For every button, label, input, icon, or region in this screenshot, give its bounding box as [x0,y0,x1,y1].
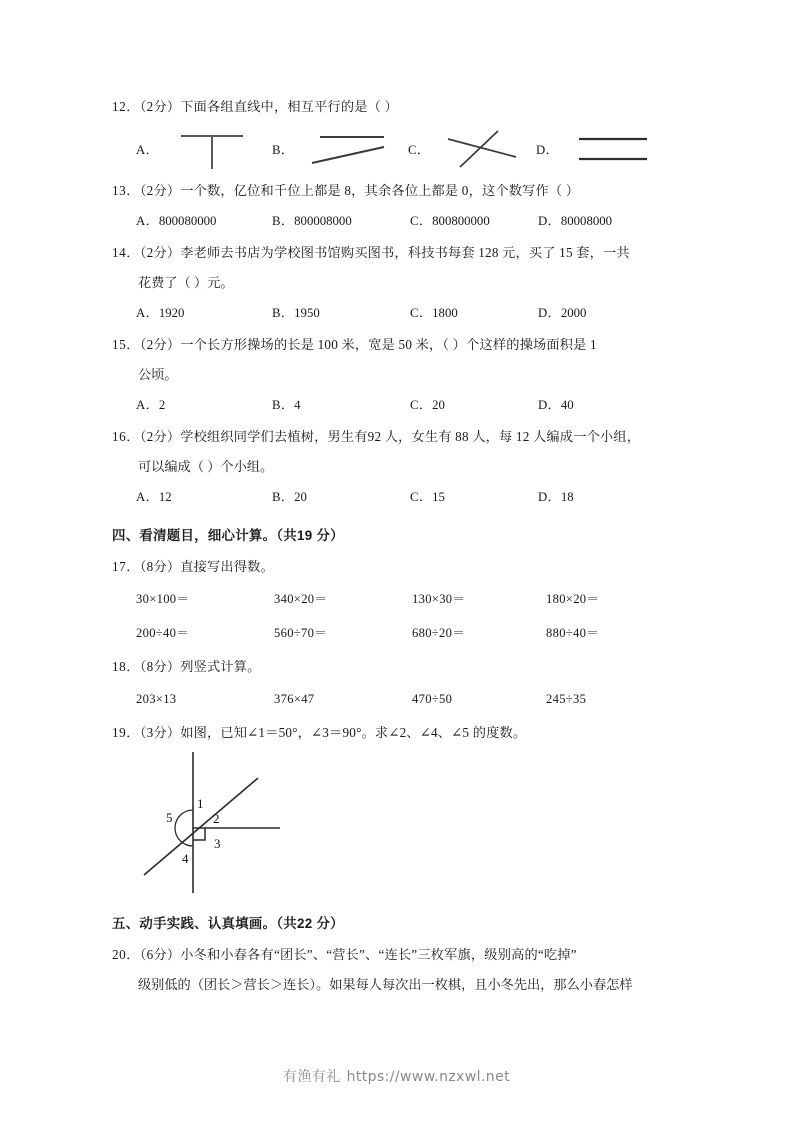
option-text-c: 1800 [432,306,458,320]
question-16-options [112,482,684,512]
calc-expression: 30×100＝ [136,592,190,606]
question-16-stem [112,422,684,452]
page-content [112,92,684,1002]
question-18-stem [112,652,684,682]
option-text-a: 800080000 [158,214,217,228]
option-text-a: 12 [158,490,172,504]
question-15-option-c[interactable] [410,390,445,420]
question-19 [112,718,684,900]
question-15-option-a[interactable] [136,390,165,420]
option-label-d: D． [536,142,559,157]
option-label-b: B． [272,142,295,157]
question-15-option-b[interactable] [272,390,301,420]
section-4-heading: 四、看清题目，细心计算。（共19 分） [112,528,344,543]
calc-expression: 560÷70＝ [274,626,328,640]
question-13-option-b[interactable] [272,206,352,236]
option-label-b: B． [272,214,295,228]
option-text-c: 20 [432,398,445,412]
question-14-option-b[interactable] [272,298,320,328]
question-15-option-d[interactable] [538,390,574,420]
option-label-a: A． [136,490,159,504]
question-14-score: （2分） [139,245,181,260]
question-20-score: （6分） [139,947,181,962]
angle-label-4: 4 [182,851,189,866]
option-label-d: D． [538,306,561,320]
question-13-option-c[interactable] [410,206,490,236]
angle-label-5: 5 [166,810,173,825]
question-16-score: （2分） [139,429,181,444]
angle-label-1: 1 [197,796,204,811]
option-label-d: D． [538,490,561,504]
question-13-option-a[interactable] [136,206,216,236]
option-label-b: B． [272,398,295,412]
option-label-d: D． [538,214,561,228]
question-14-number: 14． [112,245,140,260]
question-16-text: 学校组织同学们去植树，男生有92 人，女生有 88 人，每 12 人编成一个小组， [180,429,641,444]
question-16-option-a[interactable] [136,482,172,512]
angle-label-3: 3 [214,836,221,851]
intersecting-lines-figure [438,125,528,171]
question-12-option-c[interactable] [408,122,528,174]
question-17-text: 直接写出得数。 [180,559,274,574]
question-19-figure-area [112,750,684,900]
question-16-option-c[interactable] [410,482,445,512]
question-12-score: （2分） [139,99,181,114]
angles-diagram [138,750,338,898]
question-12-option-b[interactable] [272,122,392,174]
option-label-a: A． [136,398,159,412]
option-text-d: 80008000 [560,214,613,228]
question-19-text: 如图，已知∠1＝50°，∠3＝90°。求∠2、∠4、∠5 的度数。 [180,725,527,740]
question-18-score: （8分） [139,659,181,674]
calc-expression: 880÷40＝ [546,626,600,640]
question-14-options [112,298,684,328]
question-17-score: （8分） [139,559,181,574]
option-label-d: D． [538,398,561,412]
question-13 [112,176,684,236]
question-19-number: 19． [112,725,140,740]
question-15-stem-cont: 公顷。 [138,367,178,382]
question-16-stem-cont: 可以编成（ ）个小组。 [138,459,274,474]
option-text-a: 1920 [158,306,185,320]
option-text-b: 800008000 [294,214,352,228]
option-label-c: C． [410,306,433,320]
calc-expression: 470÷50 [412,692,453,706]
calc-expression: 376×47 [274,692,315,706]
question-13-score: （2分） [139,183,181,198]
question-17-row-2 [112,616,684,650]
calc-expression: 180×20＝ [546,592,600,606]
question-17-stem [112,552,684,582]
question-12 [112,92,684,174]
question-18-row-1 [112,682,684,716]
question-12-option-d[interactable] [536,122,657,174]
question-14-stem-cont: 花费了（ ）元。 [138,275,234,290]
question-12-number: 12． [112,99,140,114]
question-15-score: （2分） [139,337,181,352]
option-text-b: 20 [294,490,307,504]
question-13-number: 13． [112,183,140,198]
option-label-b: B． [272,490,295,504]
option-text-c: 15 [432,490,445,504]
question-18 [112,652,684,716]
question-16 [112,422,684,512]
question-13-option-d[interactable] [538,206,612,236]
question-14-stem [112,238,684,268]
question-19-stem [112,718,684,748]
question-20 [112,940,684,1000]
question-15 [112,330,684,420]
question-17 [112,552,684,650]
question-14 [112,238,684,328]
option-label-a: A． [136,142,159,157]
calc-expression: 245÷35 [546,692,587,706]
question-13-options [112,206,684,236]
option-label-c: C． [408,142,431,157]
question-17-number: 17． [112,559,140,574]
question-15-options [112,390,684,420]
watermark-url: https://www.nzxwl.net [346,1069,510,1085]
question-14-text: 李老师去书店为学校图书馆购买图书，科技书每套 128 元，买了 15 套，一共 [180,245,630,260]
question-12-stem [112,92,684,122]
option-text-d: 2000 [560,306,587,320]
parallel-lines-figure [567,125,657,171]
question-16-number: 16． [112,429,140,444]
question-20-stem [112,940,684,970]
calc-expression: 340×20＝ [274,592,328,606]
watermark [0,1066,793,1086]
angle-label-2: 2 [213,811,220,826]
option-label-c: C． [410,398,433,412]
question-20-stem-cont: 级别低的（团长＞营长＞连长）。如果每人每次出一枚棋，且小冬先出，那么小春怎样 [138,977,633,992]
question-13-text: 一个数，亿位和千位上都是 8，其余各位上都是 0，这个数写作（ ） [180,183,580,198]
question-18-text: 列竖式计算。 [180,659,261,674]
question-16-option-d[interactable] [538,482,574,512]
calc-expression: 130×30＝ [412,592,466,606]
question-18-number: 18． [112,659,140,674]
perpendicular-lines-figure [167,125,257,171]
question-14-option-c[interactable] [410,298,458,328]
question-16-option-b[interactable] [272,482,307,512]
calc-expression: 200÷40＝ [136,626,190,640]
option-text-b: 1950 [294,306,320,320]
option-text-d: 18 [560,490,574,504]
converging-lines-figure [302,125,392,171]
option-text-c: 800800000 [432,214,490,228]
option-label-c: C． [410,490,433,504]
question-12-options [112,122,684,174]
question-15-stem [112,330,684,360]
option-text-a: 2 [158,398,166,412]
question-15-text: 一个长方形操场的长是 100 米，宽是 50 米，（ ）个这样的操场面积是 1 [180,337,597,352]
option-label-b: B． [272,306,295,320]
question-14-option-d[interactable] [538,298,586,328]
question-13-stem [112,176,684,206]
question-12-text: 下面各组直线中，相互平行的是（ ） [180,99,398,114]
option-text-d: 40 [560,398,574,412]
option-label-a: A． [136,306,159,320]
question-19-score: （3分） [139,725,181,740]
option-label-a: A． [136,214,159,228]
question-14-option-a[interactable] [136,298,184,328]
calc-expression: 680÷20＝ [412,626,466,640]
question-17-row-1 [112,582,684,616]
calc-expression: 203×13 [136,692,177,706]
question-12-option-a[interactable] [136,122,257,174]
question-15-number: 15． [112,337,140,352]
question-20-number: 20． [112,947,140,962]
option-label-c: C． [410,214,433,228]
question-20-text: 小冬和小春各有“团长”、“营长”、“连长”三枚军旗，级别高的“吃掉” [180,947,577,962]
option-text-b: 4 [294,398,301,412]
section-5-heading: 五、动手实践、认真填画。（共22 分） [112,916,344,931]
watermark-brand: 有渔有礼 [283,1069,341,1085]
